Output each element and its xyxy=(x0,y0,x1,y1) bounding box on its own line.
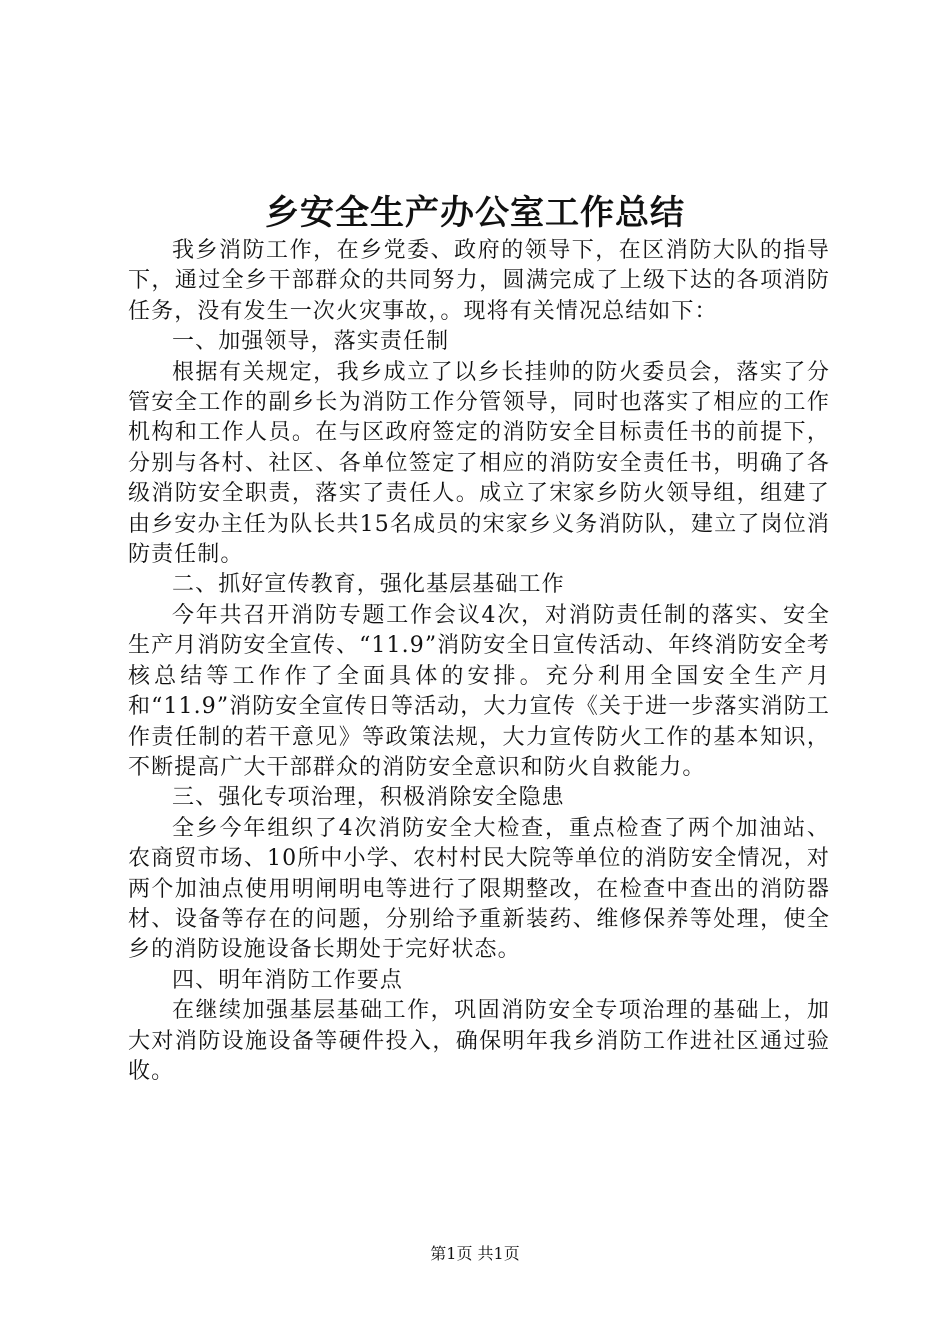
paragraph-section-2: 今年共召开消防专题工作会议4次，对消防责任制的落实、安全生产月消防安全宣传、“11.9”消防安全日宣传活动、年终消防安全考核总结等工作作了全面具体的安排。充分利用全国安全生产月和“11.9”消防安全宣传日等活动，大力宣传《关于进一步落实消防工作责任制的若干意见》等政策法规，大力宣传防火工作的基本知识，不断提高广大干部群众的消防安全意识和防火自救能力。 xyxy=(128,602,830,780)
section-heading-3: 三、强化专项治理，积极消除安全隐患 xyxy=(172,785,565,811)
section-heading-2: 二、抓好宣传教育，强化基层基础工作 xyxy=(172,572,565,598)
section-heading-4: 四、明年消防工作要点 xyxy=(172,967,404,993)
section-heading-1: 一、加强领导，落实责任制 xyxy=(172,329,450,355)
document-title: 乡安全生产办公室工作总结 xyxy=(265,193,685,233)
paragraph-section-4: 在继续加强基层基础工作，巩固消防安全专项治理的基础上，加大对消防设施设备等硬件投入，确保明年我乡消防工作进社区通过验收。 xyxy=(128,998,830,1084)
paragraph-section-3: 全乡今年组织了4次消防安全大检查，重点检查了两个加油站、农商贸市场、10所中小学、农村村民大院等单位的消防安全情况，对两个加油点使用明闸明电等进行了限期整改，在检查中查出的消防器材、设备等存在的问题，分别给予重新装药、维修保养等处理，使全乡的消防设施设备长期处于完好状态。 xyxy=(128,815,830,963)
document-body xyxy=(128,236,830,1087)
page-footer: 第1页 共1页 xyxy=(430,1244,520,1263)
paragraph-section-1: 根据有关规定，我乡成立了以乡长挂帅的防火委员会，落实了分管安全工作的副乡长为消防工作分管领导，同时也落实了相应的工作机构和工作人员。在与区政府签定的消防安全目标责任书的前提下，分别与各村、社区、各单位签定了相应的消防安全责任书，明确了各级消防安全职责，落实了责任人。成立了宋家乡防火领导组，组建了由乡安办主任为队长共15名成员的宋家乡义务消防队，建立了岗位消防责任制。 xyxy=(128,359,830,568)
paragraph-intro: 我乡消防工作，在乡党委、政府的领导下，在区消防大队的指导下，通过全乡干部群众的共同努力，圆满完成了上级下达的各项消防任务，没有发生一次火灾事故，。现将有关情况总结如下： xyxy=(128,238,830,324)
